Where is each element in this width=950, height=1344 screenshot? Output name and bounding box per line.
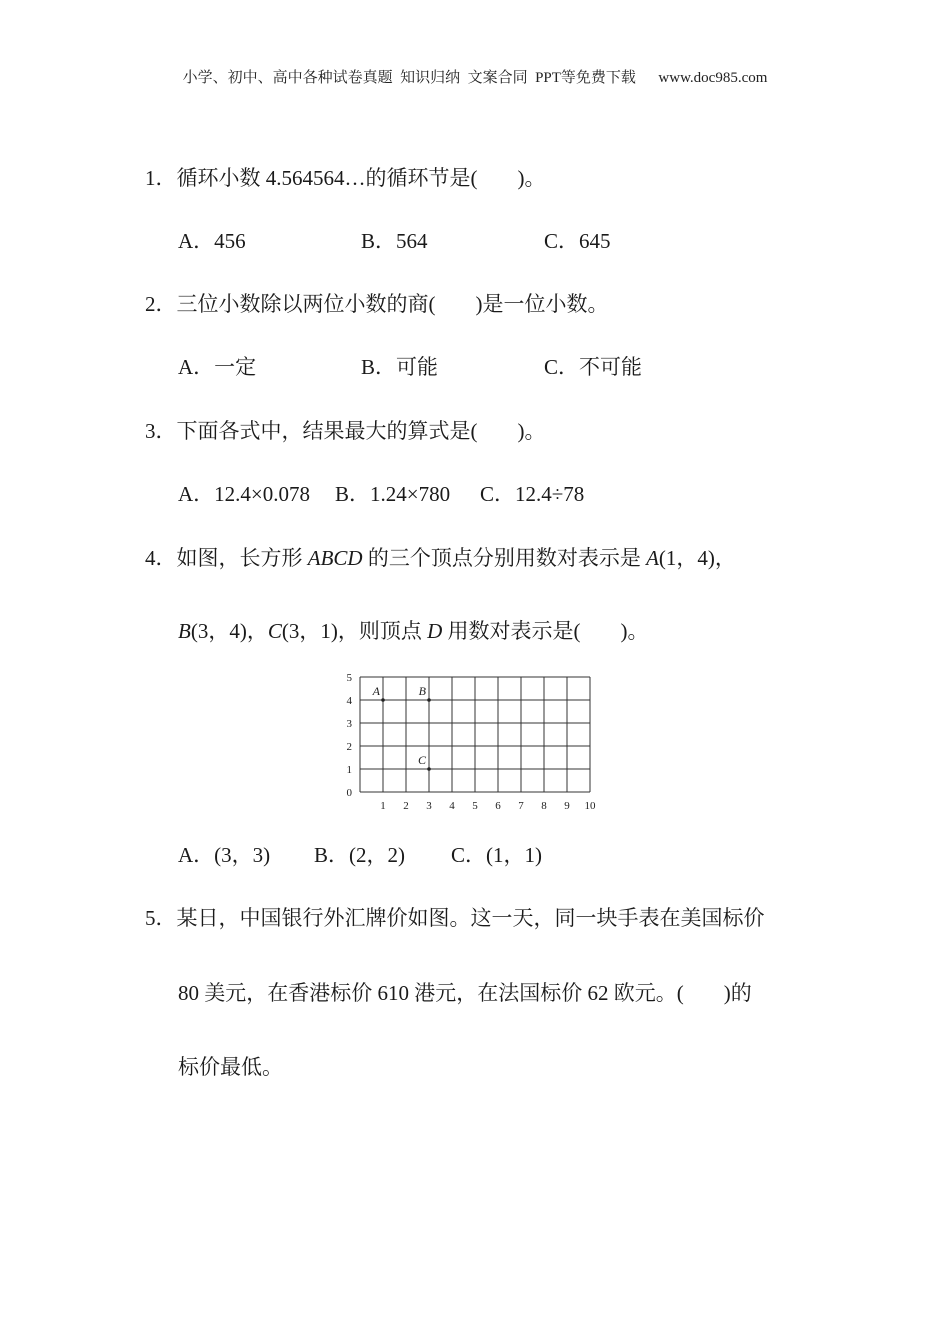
question-text-end: )的: [723, 981, 752, 1005]
question-text-end: )。: [517, 166, 546, 190]
question-text: 的三个顶点分别用数对表示是: [362, 546, 647, 570]
question-text: 80 美元，在香港标价 610 港元，在法国标价 62 欧元。(: [178, 981, 684, 1005]
question-1: [145, 164, 546, 192]
option-b[interactable]: B．(2，2): [314, 843, 405, 867]
point-label-a: A: [646, 546, 659, 570]
x-tick-label: 5: [472, 800, 478, 812]
question-number: 3．: [145, 419, 177, 443]
question-number: 2．: [145, 292, 177, 316]
option-a[interactable]: A．一定: [178, 355, 257, 379]
point-label-c: C: [417, 753, 426, 767]
question-number: 5．: [145, 906, 177, 930]
option-a[interactable]: A．(3，3): [178, 843, 271, 867]
question-text: 循环小数 4.564564…的循环节是(: [176, 166, 478, 190]
question-text-end: )。: [517, 419, 546, 443]
shape-name: ABCD: [307, 546, 363, 570]
option-c[interactable]: C．645: [544, 229, 611, 253]
coordinate-b: (3，4)，: [190, 619, 268, 643]
question-5-line-3: 标价最低。: [178, 1055, 283, 1079]
question-text-end: )。: [620, 619, 649, 643]
point-a: [381, 698, 385, 702]
x-tick-label: 8: [541, 800, 547, 812]
coordinate-grid-chart: [335, 670, 605, 815]
option-b[interactable]: B．564: [361, 229, 428, 253]
coordinate-a: (1，4)，: [658, 546, 736, 570]
x-tick-label: 2: [403, 800, 409, 812]
question-text: (3，1)，则顶点: [281, 619, 428, 643]
option-b[interactable]: B．可能: [361, 355, 439, 379]
question-5-line-2: [178, 979, 752, 1007]
x-tick-label: 3: [426, 800, 432, 812]
point-label-b: B: [178, 619, 191, 643]
y-tick-label: 0: [346, 787, 352, 799]
x-tick-label: 4: [449, 800, 455, 812]
x-tick-label: 7: [518, 800, 524, 812]
x-tick-label: 1: [380, 800, 386, 812]
point-label-a: A: [372, 684, 380, 698]
option-a[interactable]: A．12.4×0.078: [178, 482, 311, 506]
point-label-c: C: [267, 619, 282, 643]
point-b: [427, 698, 431, 702]
question-text: 下面各式中，结果最大的算式是(: [176, 419, 478, 443]
question-4: [145, 544, 736, 572]
question-text: 三位小数除以两位小数的商(: [176, 292, 436, 316]
option-b[interactable]: B．1.24×780: [335, 482, 451, 506]
option-a[interactable]: A．456: [178, 229, 246, 253]
question-text-end: )是一位小数。: [475, 292, 609, 316]
question-5: [145, 904, 765, 932]
option-c[interactable]: C．12.4÷78: [480, 482, 585, 506]
x-tick-label: 10: [584, 800, 596, 812]
question-2: [145, 290, 609, 318]
option-c[interactable]: C．不可能: [544, 355, 643, 379]
question-number: 4．: [145, 546, 177, 570]
page-header: 小学、初中、高中各种试卷真题 知识归纳 文案合同 PPT等免费下载 www.doc985.com: [182, 70, 768, 86]
y-tick-label: 4: [346, 695, 352, 707]
y-tick-label: 5: [346, 672, 352, 684]
x-tick-label: 6: [495, 800, 501, 812]
option-c[interactable]: C．(1，1): [451, 843, 542, 867]
point-label-d: D: [427, 619, 443, 643]
x-tick-label: 9: [564, 800, 570, 812]
question-4-line-2: [178, 617, 649, 645]
y-tick-label: 3: [346, 718, 352, 730]
point-label-b: B: [418, 684, 426, 698]
question-text: 某日，中国银行外汇牌价如图。这一天，同一块手表在美国标价: [176, 906, 765, 930]
question-3: [145, 417, 546, 445]
y-tick-label: 2: [346, 741, 352, 753]
point-c: [427, 767, 431, 771]
y-tick-label: 1: [346, 764, 352, 776]
question-number: 1．: [145, 166, 177, 190]
question-text: 如图，长方形: [176, 546, 308, 570]
question-text: 用数对表示是(: [442, 619, 581, 643]
